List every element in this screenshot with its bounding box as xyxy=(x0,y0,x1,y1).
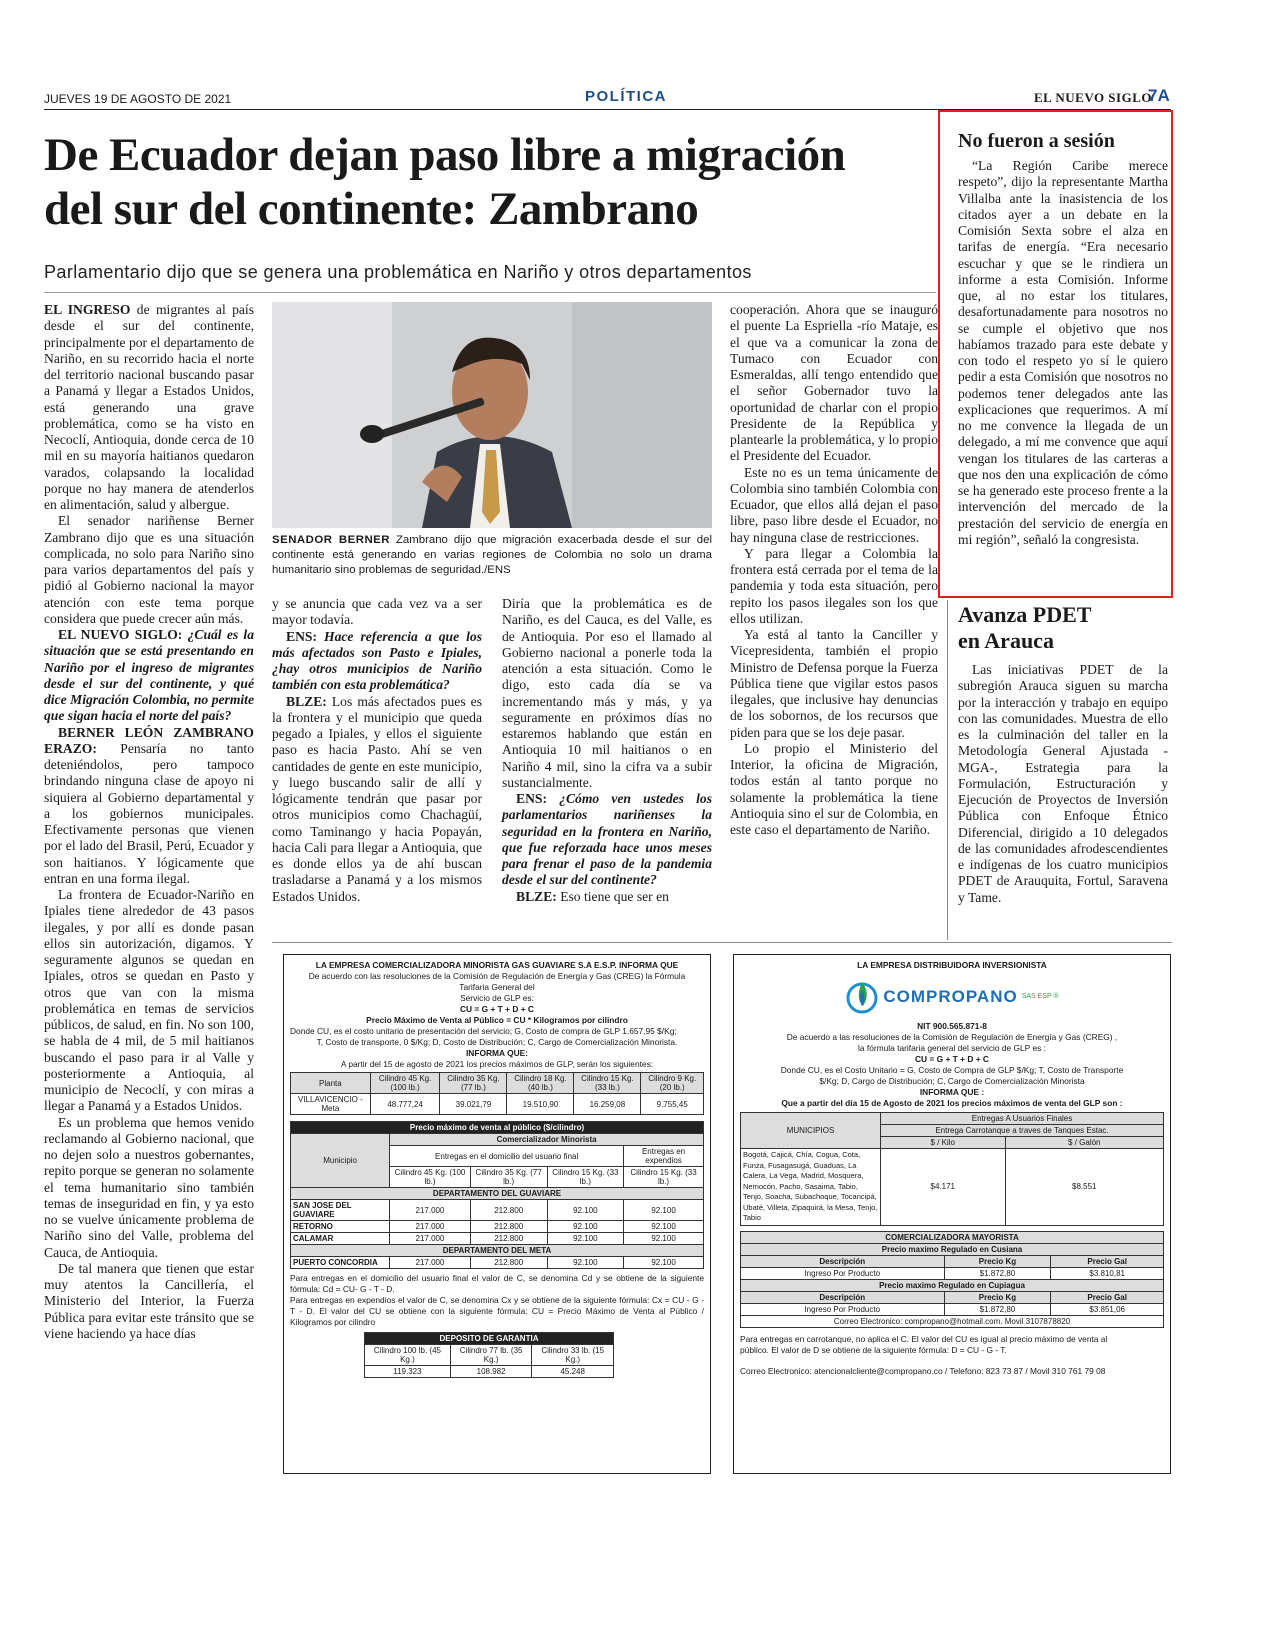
headline xyxy=(44,128,944,236)
table-row xyxy=(741,1267,1164,1279)
ad-intro: Tarifaria General del xyxy=(459,982,535,992)
table-cell: 19.510,90 xyxy=(507,1094,574,1115)
ad-definitions: Donde CU, es el costo unitario de presentación del servicio; G, Costo de compra de GLP 1.657,95 $/Kg; xyxy=(290,1026,677,1036)
ad-note: Para entregas en el domicilio del usuario final el valor de C, se denomina Cd y se obtiene de la siguiente fórmula: Cd = CU- G - T - D. xyxy=(290,1273,704,1294)
paragraph: Es un problema que hemos venido reclamando al Gobierno nacional, que no dejen solo a nuestros gobernantes, repito porque se generan no solamente el tema humanitario sino también temas de inseguridad en fin, y ya esto no se vuelve únicamente problema de Nariño sino del Valle, problema del Cauca, de Antioquia. xyxy=(44,1114,254,1260)
ad-compropano xyxy=(733,954,1171,1474)
ads-top-rule xyxy=(272,942,1172,943)
ad-informa: INFORMA QUE: xyxy=(465,1048,529,1058)
table-header: Entregas en el domicilio del usuario final xyxy=(390,1146,624,1167)
table-header: $ / Galón xyxy=(1005,1137,1163,1149)
table-header: Descripción xyxy=(741,1255,945,1267)
article-column-3 xyxy=(502,596,712,905)
table-header: Cilindro 15 Kg. (33 lb.) xyxy=(624,1167,704,1188)
table-header: Municipio xyxy=(291,1134,390,1188)
sidebar-no-fueron xyxy=(958,128,1168,548)
table-section: Precio maximo Regulado en Cupiagua xyxy=(741,1279,1164,1291)
table-cell: 92.100 xyxy=(624,1200,704,1221)
table-header: Precio Kg xyxy=(944,1255,1051,1267)
table-header: Entrega Carrotanque a traves de Tanques Estac. xyxy=(881,1125,1164,1137)
ad-intro: De acuerdo con las resoluciones de la Comisión de Regulación de Energía y Gas (CREG) la Fórmula xyxy=(308,971,686,981)
logo-suffix: SAS ESP ® xyxy=(1021,992,1059,1000)
sidebar-body: “La Región Caribe merece respeto”, dijo la representante Martha Villalba ante la inasistencia de los citados ayer a un debate en la Comisión Sexta sobre el alza en tarifas de energía. “Era necesario escuchar y que se le rindiera un informe a esta Comisión. Informe que, al no estar los titulares, desafortunadamente para nosotros no se cumple el objetivo que nos habíamos trazado para este debate y con todo el respeto yo sí le quiero pedir a esta Comisión que nosotros no podemos tener delegados ante las explicaciones que requerimos. A mí no me convence la llegada de un delegado, a mí me convence que aquí vengan los titulares de las carteras a que nos den una explicación de cómo se ha generado este proceso frente a la intervención del mercado de la prestación del servicio de energía en mi región”, señaló la congresista. xyxy=(958,158,1168,547)
sidebar-body: Las iniciativas PDET de la subregión Arauca siguen su marcha por la interacción y trabajo en equipo con las comunidades. Muestra de ello es la culminación del taller en la Metodología General Ajustada -MGA-, Estrategia para la Formulación, Estructuración y Ejecución de Proyectos de Inversión Pública con Enfoque Étnico Diferencial, dirigido a 10 delegados de las comunidades afrodescendientes e indígenas de los cuatro municipios PDET de Arauquita, Fortul, Saravena y Tame. xyxy=(958,662,1168,905)
table-header: Planta xyxy=(291,1073,371,1094)
paragraph: y se anuncia que cada vez va a ser mayor todavía. xyxy=(272,596,482,628)
table-cell: $1.872,80 xyxy=(944,1267,1051,1279)
table-header: Cilindro 15 Kg. (33 lb.) xyxy=(547,1167,624,1188)
ad-footer: Correo Electronico: atencionalcliente@compropano.co / Telefono: 823 73 87 / Movil 310 761 79 08 xyxy=(740,1365,1106,1376)
table-row xyxy=(291,1094,704,1115)
table-cell: 217.000 xyxy=(390,1233,471,1245)
paragraph: Lo propio el Ministerio del Interior, la oficina de Migración, todos están al tanto porque no solamente la problemática la tiene Antioquia sino el sur de Colombia, en este caso el departamento de Nariño. xyxy=(730,740,938,837)
logo-text: COMPROPANO xyxy=(883,986,1018,1006)
photo-illustration xyxy=(272,302,712,528)
deposit-table xyxy=(364,1332,614,1378)
table-header: Cilindro 45 Kg. (100 lb.) xyxy=(390,1167,471,1188)
price-table-retail xyxy=(740,1112,1164,1226)
article-column-2 xyxy=(272,596,482,905)
interviewee-label: BERNER LEÓN ZAMBRANO ERAZO: xyxy=(44,724,254,756)
table-cell: 108.982 xyxy=(450,1366,532,1378)
table-cell: RETORNO xyxy=(291,1221,390,1233)
subheadline: Parlamentario dijo que se genera una problemática en Nariño y otros departamentos xyxy=(44,262,752,282)
table-row xyxy=(365,1366,614,1378)
table-header: Cilindro 45 Kg. (100 lb.) xyxy=(370,1073,440,1094)
table-cell: Ingreso Por Producto xyxy=(741,1303,945,1315)
table-cell: $1.872,80 xyxy=(944,1303,1051,1315)
table-cell: 212.800 xyxy=(470,1257,547,1269)
answer: Los más afectados pues es la frontera y el municipio que queda pegado a Ipiales, y ellos el siguiente paso es hacia Pasto. Ahí se ven cantidades de gente en este municipio, y luego buscando salir de allí y lógicamente tendrán que pasar por otros municipios como Chachagüí, como Taminango y hacia Popayán, hacia Cali para llegar a Antioquia, que es donde ellos ya de ahí buscan trasladarse a Panamá y a los mismos Estados Unidos. xyxy=(272,693,482,904)
ad-informa: INFORMA QUE : xyxy=(919,1087,985,1097)
table-cell: 212.800 xyxy=(470,1233,547,1245)
table-cell: 45.248 xyxy=(532,1366,614,1378)
headline-line-1: De Ecuador dejan paso libre a migración xyxy=(44,129,846,181)
answer: Eso tiene que ser en xyxy=(556,888,669,904)
question: Hace referencia a que los más afectados son Pasto e Ipiales, ¿hay otros municipios de Nariño también con esta problemática? xyxy=(272,628,482,693)
table-cell: 217.000 xyxy=(390,1257,471,1269)
table-cell: 16.259,08 xyxy=(574,1094,641,1115)
table-cell: 119.323 xyxy=(365,1366,451,1378)
caption-lead: SENADOR BERNER xyxy=(272,534,391,546)
issue-date: JUEVES 19 DE AGOSTO DE 2021 xyxy=(44,92,232,106)
paragraph: El senador nariñense Berner Zambrano dijo que es una situación complicada, no solo para Nariño sino para varios departamentos del país y pidió al Gobierno nacional la mayor atención con este tema porque considera que puede crecer aún más. xyxy=(44,513,254,626)
table-cell: 92.100 xyxy=(547,1200,624,1221)
table-cell: $3.851,06 xyxy=(1051,1303,1164,1315)
ad-definitions: $/Kg; D, Cargo de Distribución; C, Cargo de Comercialización Minorista xyxy=(819,1076,1085,1086)
table-header: Cilindro 18 Kg. (40 lb.) xyxy=(507,1073,574,1094)
ad-gas-guaviare xyxy=(283,954,711,1474)
headline-line-2: del sur del continente: Zambrano xyxy=(44,183,699,235)
paragraph: Ya está al tanto la Canciller y Vicepresidenta, también el propio Ministro de Defensa porque la Fuerza Pública tiene que vigilar estos pasos ilegales, que inclusive hay denuncias de los sobornos, de los recursos que piden para que se los deje pasar. xyxy=(730,627,938,740)
caption-text: Zambrano dijo que migración exacerbada desde el sur del continente está generando en varias regiones de Colombia no solo un drama humanitario sino problemas de seguridad./ENS xyxy=(272,534,712,576)
table-header: Precio Gal xyxy=(1051,1255,1164,1267)
paragraph: De tal manera que tienen que estar muy atentos la Cancillería, el Ministerio del Interior, la Fuerza Pública para evitar este tránsito que se viene haciendo ya hace días xyxy=(44,1260,254,1341)
question: ¿Cómo ven ustedes los parlamentarios nariñenses la seguridad en la frontera en Nariño, que fue reforzada hace unos meses para frenar el paso de la pandemia desde el sur del continente? xyxy=(502,791,712,888)
table-title: DEPOSITO DE GARANTIA xyxy=(365,1333,614,1345)
sidebar-title xyxy=(958,602,1168,654)
table-header: Descripción xyxy=(741,1291,945,1303)
interviewee-label: BLZE: xyxy=(516,888,557,904)
section-name: POLÍTICA xyxy=(585,88,667,105)
interviewer-label: ENS: xyxy=(516,791,547,806)
table-title: Precio máximo de venta al público ($/cilindro) xyxy=(291,1122,704,1134)
ad-definitions: Donde CU, es el Costo Unitario = G, Costo de Compra de GLP $/Kg; T, Costo de Transporte xyxy=(780,1065,1124,1075)
question: ¿Cuál es la situación que se está presentando en Nariño por el ingreso de migrantes desde el sur del continente, y qué dice Migración Colombia, no permite que sigan hacia el norte del país? xyxy=(44,627,255,724)
table-header: MUNICIPIOS xyxy=(741,1113,881,1149)
ad-intro: De acuerdo a las resoluciones de la Comisión de Regulación de Energía y Gas (CREG) , xyxy=(786,1032,1118,1042)
table-header: Precio Kg xyxy=(944,1291,1051,1303)
table-row xyxy=(291,1233,704,1245)
table-cell: 92.100 xyxy=(547,1233,624,1245)
table-cell: 39.021,79 xyxy=(440,1094,507,1115)
lead-in: EL INGRESO xyxy=(44,302,131,317)
table-header: Cilindro 9 Kg. (20 lb.) xyxy=(641,1073,704,1094)
price-table-wholesale xyxy=(740,1231,1164,1328)
interviewer-label: EL NUEVO SIGLO: xyxy=(58,627,183,642)
table-cell: SAN JOSE DEL GUAVIARE xyxy=(291,1200,390,1221)
table-cell: 92.100 xyxy=(624,1257,704,1269)
table-cell: Correo Electronico: compropano@hotmail.com. Movil 3107878820 xyxy=(741,1315,1164,1327)
interviewer-label: ENS: xyxy=(286,628,317,644)
table-cell: PUERTO CONCORDIA xyxy=(291,1257,390,1269)
paragraph: cooperación. Ahora que se inauguró el puente La Espriella -río Mataje, es el que va a comunicar la zona de Tumaco con Ecuador con Esmeraldas, allí tengo entendido que el señor Gobernador tuvo la oportunidad de charlar con el propio Presidente de la República y plantearle la problemática, y lo propio el Presidente del Ecuador. xyxy=(730,302,938,464)
table-header: $ / Kilo xyxy=(881,1137,1006,1149)
table-header: Cilindro 77 lb. (35 Kg.) xyxy=(450,1345,532,1366)
ad-note: Para entregas en expendios el valor de C, se denomina Cx y se obtiene de la siguiente fórmula: Cx = CU - G - T - D. El valor del CU se obtiene con la siguiente fórmula: CU = Precio Máximo de Venta al Público / Kilogramos por cilindro xyxy=(290,1295,704,1327)
ad-note: Para entregas en carrotanque, no aplica el C. El valor del CU es igual al precio máximo de venta al público. El valor de D se obtiene de la siguiente fórmula: D = CU - G - T. xyxy=(740,1333,1108,1355)
ad-price-formula: Precio Máximo de Venta al Público = CU * Kilogramos por cilindro xyxy=(366,1015,628,1025)
price-table-municipios xyxy=(290,1121,704,1269)
table-cell: $3.810,81 xyxy=(1051,1267,1164,1279)
paragraph: La frontera de Ecuador-Nariño en Ipiales tiene alrededor de 43 pasos ilegales, y por allí es donde pasan ellos sin autorización, digamos. Y seguramente algunos se quedan en Ipiales, otros se quedan en Pasto y otros que van con la misma problemática en temas de servicios públicos, de salud, en fin. No son 100, se habla de 4 mil, de 5 mil haitianos buscando el paso para ir al Valle y posteriormente a Antioquia, al municipio de Necoclí, y con miras a llegar a Panamá y a Estados Unidos. xyxy=(44,887,254,1114)
ad-intro: la fórmula tarifaria general del servicio de GLP es : xyxy=(858,1043,1046,1053)
article-column-1 xyxy=(44,302,254,1342)
ad-from: Que a partir del día 15 de Agosto de 2021 los precios máximos de venta del GLP son : xyxy=(781,1098,1123,1108)
table-cell: 48.777,24 xyxy=(370,1094,440,1115)
ad-title: LA EMPRESA DISTRIBUIDORA INVERSIONISTA xyxy=(857,960,1047,970)
photo-caption xyxy=(272,533,712,578)
flame-icon xyxy=(845,976,879,1016)
table-header: Entregas A Usuarios Finales xyxy=(881,1113,1164,1125)
page-number: 7A xyxy=(1148,86,1170,105)
ad-formula: CU = G + T + D + C xyxy=(914,1054,989,1064)
ad-definitions: T, Costo de transporte, 0 $/Kg; D, Costo de Distribución; C, Cargo de Comercialización Minorista. xyxy=(316,1037,678,1047)
table-cell: 217.000 xyxy=(390,1221,471,1233)
sidebar-title-line-2: en Arauca xyxy=(958,628,1054,653)
ad-nit: NIT 900.565.871-8 xyxy=(917,1021,987,1031)
table-cell: $4.171 xyxy=(881,1149,1006,1226)
table-row xyxy=(741,1149,1164,1226)
table-title: COMERCIALIZADORA MAYORISTA xyxy=(741,1231,1164,1243)
sidebar-title-line-1: Avanza PDET xyxy=(958,602,1092,627)
paragraph: de migrantes al país desde el sur del continente, principalmente por el departamento de Nariño, en su recorrido hacia el norte del territorio nacional buscando pasar a Panamá y llegar a Estados Unidos, está generando una grave problemática, como se ha visto en Necoclí, Antioquia, donde cerca de 10 mil en su mayoría haitianos quedaron varados, colapsando la localidad porque no hay manera de atenderlos en alimentación, salud y albergue. xyxy=(44,302,254,512)
paragraph: Diría que la problemática es de Nariño, es del Cauca, es del Valle, es de Antioquia. Por eso el llamado al Gobierno nacional a ponerle toda la atención a esta situación. Como le digo, esto cada día se va incrementando más y más, y ya seguramente en próximos días no estaremos hablando que están en Antioquia 10 mil haitianos o en Nariño 4 mil, sino la cifra va a subir sustancialmente. xyxy=(502,596,712,790)
ad-from: A partir del 15 de agosto de 2021 los precios máximos de GLP, serán los siguientes: xyxy=(340,1059,654,1069)
table-cell: 217.000 xyxy=(390,1200,471,1221)
table-cell: 92.100 xyxy=(547,1257,624,1269)
table-cell: CALAMAR xyxy=(291,1233,390,1245)
column-rule xyxy=(947,600,948,940)
table-header: Cilindro 35 Kg. (77 lb.) xyxy=(470,1167,547,1188)
senator-photo xyxy=(272,302,712,528)
ad-formula: CU = G + T + D + C xyxy=(459,1004,534,1014)
table-header: Cilindro 100 lb. (45 Kg.) xyxy=(365,1345,451,1366)
table-cell: $8.551 xyxy=(1005,1149,1163,1226)
table-row xyxy=(291,1257,704,1269)
table-header: Cilindro 35 Kg. (77 lb.) xyxy=(440,1073,507,1094)
table-cell: 92.100 xyxy=(547,1221,624,1233)
table-header: Precio Gal xyxy=(1051,1291,1164,1303)
table-header: Cilindro 33 lb. (15 Kg.) xyxy=(532,1345,614,1366)
table-header: Cilindro 15 Kg. (33 lb.) xyxy=(574,1073,641,1094)
table-cell: Bogotá, Cajicá, Chía, Cogua, Cota, Funza, Fusagasugá, Guaduas, La Calera, La Vega, Madrid, Mosquera, Nemocón, Pacho, Sasaima, Tabio, Tenjo, Soacha, Subachoque, Tocancipá, Ubaté, Villeta, Zipaquirá, la Mesa, Tenjo, Tabio xyxy=(741,1149,881,1226)
table-row xyxy=(741,1303,1164,1315)
article-column-4 xyxy=(730,302,938,838)
table-cell: Ingreso Por Producto xyxy=(741,1267,945,1279)
interviewee-label: BLZE: xyxy=(286,693,327,709)
table-section: DEPARTAMENTO DEL GUAVIARE xyxy=(291,1188,704,1200)
sidebar-pdet xyxy=(958,602,1168,906)
ad-intro: Servicio de GLP es: xyxy=(460,993,534,1003)
table-cell: 212.800 xyxy=(470,1200,547,1221)
table-cell: 92.100 xyxy=(624,1221,704,1233)
table-cell: VILLAVICENCIO - Meta xyxy=(291,1094,371,1115)
ad-title: LA EMPRESA COMERCIALIZADORA MINORISTA GAS GUAVIARE S.A E.S.P. INFORMA QUE xyxy=(315,960,679,970)
table-section: Precio maximo Regulado en Cusiana xyxy=(741,1243,1164,1255)
table-section: DEPARTAMENTO DEL META xyxy=(291,1245,704,1257)
price-table-villavicencio xyxy=(290,1072,704,1115)
table-row xyxy=(291,1221,704,1233)
paragraph: Este no es un tema únicamente de Colombia sino también Colombia con Ecuador, que ellos allá dejan el paso libre, paso libre desde el Ecuador, no hay ninguna clase de restricciones. xyxy=(730,464,938,545)
table-cell: 212.800 xyxy=(470,1221,547,1233)
table-row xyxy=(291,1200,704,1221)
table-header: Entregas en expendios xyxy=(624,1146,704,1167)
answer: Pensaría no tanto deteniéndolos, pero tampoco brindando ninguna clase de apoyo ni siquiera al Gobierno departamental y a los gobiernos municipales. Efectivamente personas que vienen por el lado del Brasil, Perú, Ecuador y son haitianos. Y lógicamente que entran en una forma ilegal. xyxy=(44,740,254,886)
paragraph: Y para llegar a Colombia la frontera está cerrada por el tema de la pandemia y toda esta situación, pero repito los pasos ilegales son los que ellos utilizan. xyxy=(730,545,938,626)
company-logo xyxy=(740,973,1164,1019)
sidebar-title: No fueron a sesión xyxy=(958,130,1115,152)
table-header: Comercializador Minorista xyxy=(390,1134,704,1146)
subhead-rule xyxy=(44,292,936,293)
table-cell: 9.755,45 xyxy=(641,1094,704,1115)
table-cell: 92.100 xyxy=(624,1233,704,1245)
paper-name: EL NUEVO SIGLO xyxy=(1034,90,1152,105)
